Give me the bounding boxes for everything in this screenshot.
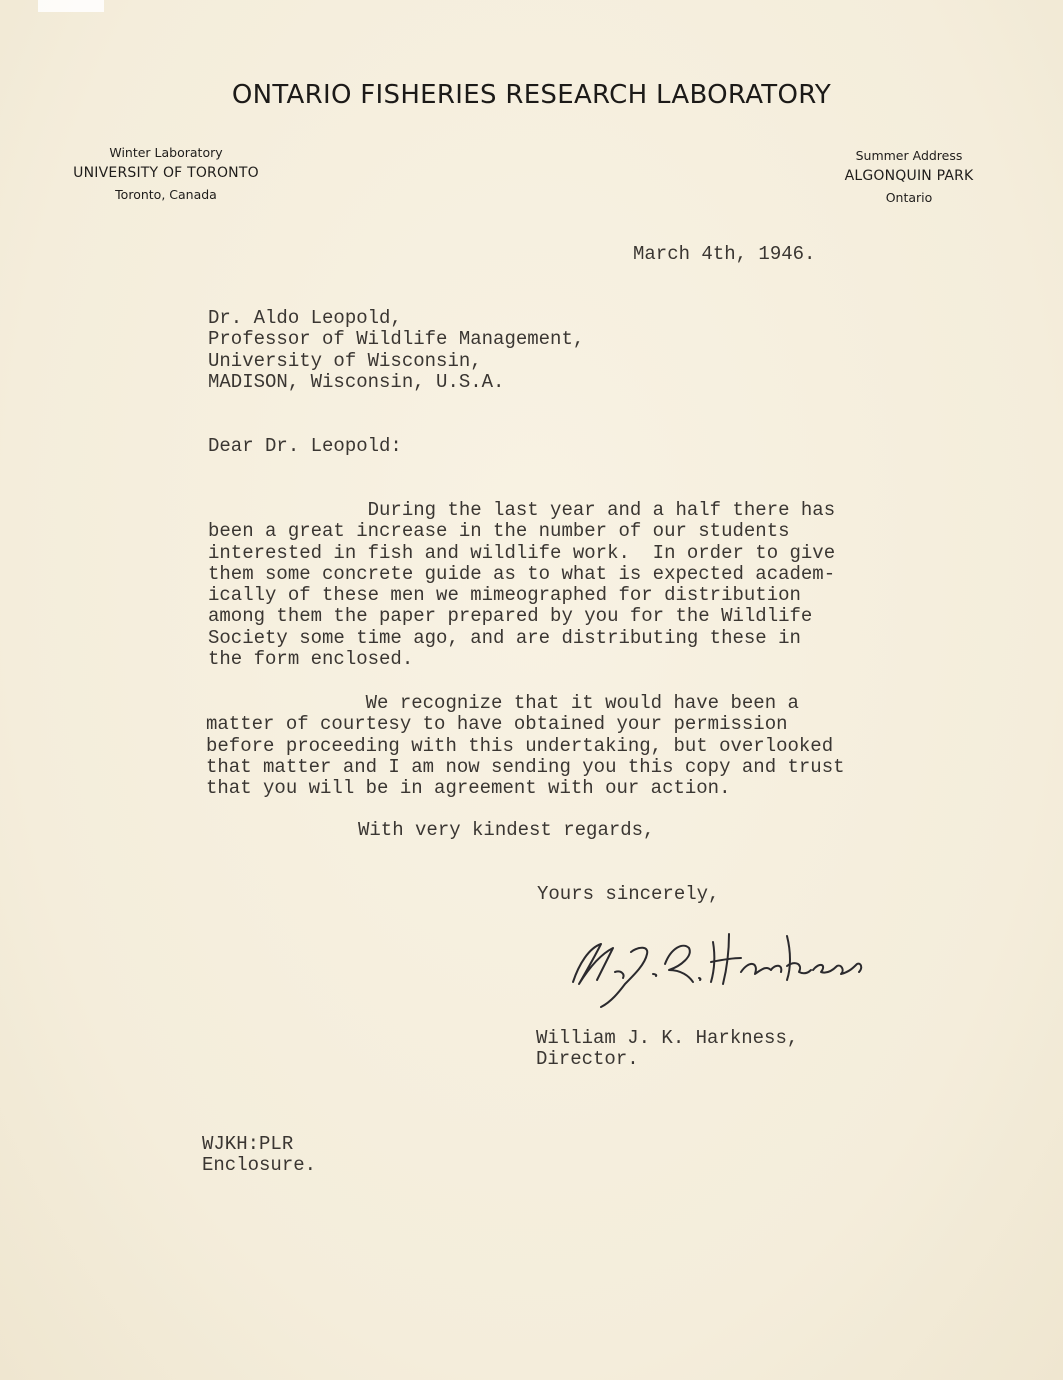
inside-address: Dr. Aldo Leopold, Professor of Wildlife Management, University of Wisconsin, MADISON, Wisconsin, U.S.A. (208, 307, 585, 393)
reference-block (202, 1134, 316, 1177)
winter-address-city: Toronto, Canada (115, 187, 217, 202)
closing-line: With very kindest regards, (358, 819, 655, 841)
signer-name: William J. K. Harkness, (536, 1027, 799, 1049)
letterhead-title: ONTARIO FISHERIES RESEARCH LABORATORY (231, 80, 832, 110)
sign-off: Yours sincerely, (537, 883, 720, 905)
enclosure-note: Enclosure. (202, 1154, 317, 1177)
winter-address-institution: UNIVERSITY OF TORONTO (73, 165, 259, 181)
winter-address (50, 142, 282, 205)
signature-drawing (565, 912, 865, 1017)
signer-title: Director. (536, 1048, 639, 1071)
summer-address-label: Summer Address (855, 148, 963, 163)
summer-address (820, 145, 998, 208)
summer-address-province: Ontario (885, 190, 933, 205)
winter-address-label: Winter Laboratory (109, 145, 223, 160)
signature-block (536, 1028, 798, 1071)
summer-address-place: ALGONQUIN PARK (844, 168, 974, 184)
paper-corner-mark (38, 0, 104, 12)
body-paragraph-1: During the last year and a half there has been a great increase in the number of our students interested in fish and wildlife work. In order to give them some concrete guide as to what is expected academ- ically of these men we mimeographed for distribution among them the paper prepared by you for the Wildlife Society some time ago, and are distributing these in the form enclosed. (208, 499, 836, 671)
salutation: Dear Dr. Leopold: (208, 435, 402, 457)
letter-date: March 4th, 1946. (633, 243, 816, 265)
handwritten-signature (565, 912, 865, 1017)
reference-initials: WJKH:PLR (202, 1133, 294, 1155)
body-paragraph-2: We recognize that it would have been a matter of courtesy to have obtained your permission before proceeding with this undertaking, but overlooked that matter and I am now sending you this copy and trust that you will be in agreement with our action. (206, 692, 845, 800)
